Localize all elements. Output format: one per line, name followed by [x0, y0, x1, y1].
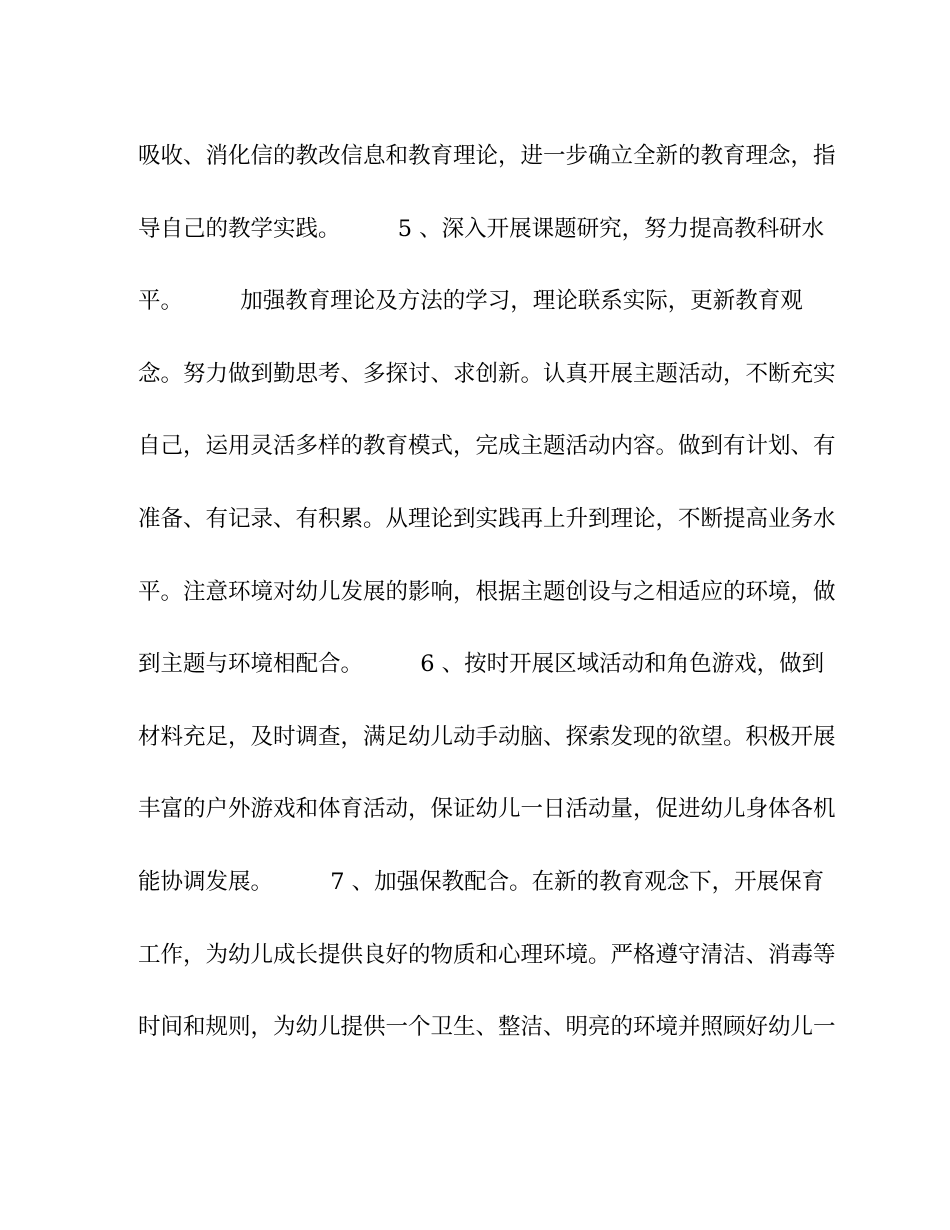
text-line-13: 时间和规则，为幼儿提供一个卫生、整洁、明亮的环境并照顾好幼儿一	[138, 1014, 836, 1041]
text-line-3: 平。 加强教育理论及方法的学习，理论联系实际，更新教育观	[138, 288, 803, 315]
text-line-10: 丰富的户外游戏和体育活动，保证幼儿一日活动量，促进幼儿身体各机	[138, 796, 836, 823]
text-line-6: 准备、有记录、有积累。从理论到实践再上升到理论，不断提高业务水	[138, 505, 836, 532]
text-line-11: 能协调发展。 7 、加强保教配合。在新的教育观念下，开展保育	[138, 868, 825, 895]
text-line-1: 吸收、消化信的教改信息和教育理论，进一步确立全新的教育理念，指	[138, 143, 836, 169]
text-line-8: 到主题与环境相配合。 6 、按时开展区域活动和角色游戏，做到	[138, 651, 825, 678]
text-line-4: 念。努力做到勤思考、多探讨、求创新。认真开展主题活动，不断充实	[138, 360, 836, 387]
text-line-9: 材料充足，及时调查，满足幼儿动手动脑、探索发现的欲望。积极开展	[138, 723, 836, 750]
text-line-7: 平。注意环境对幼儿发展的影响，根据主题创设与之相适应的环境，做	[138, 578, 836, 605]
body-text	[138, 133, 838, 1077]
text-line-2: 导自己的教学实践。 5 、深入开展课题研究，努力提高教科研水	[138, 215, 825, 242]
text-line-5: 自己，运用灵活多样的教育模式，完成主题活动内容。做到有计划、有	[138, 433, 836, 460]
text-line-12: 工作，为幼儿成长提供良好的物质和心理环境。严格遵守清洁、消毒等	[138, 941, 836, 968]
